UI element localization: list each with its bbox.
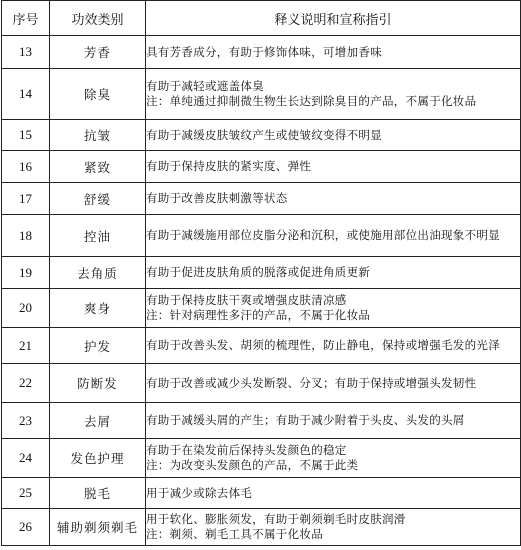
row-number: 16 [2,151,50,183]
description-text: 有助于减缓施用部位皮脂分泌和沉积，或使施用部位出油现象不明显 [146,228,500,242]
row-description [146,36,521,69]
row-description [146,289,521,328]
description-text: 有助于保持皮肤的紧实度、弹性 [146,159,312,173]
row-description [146,183,521,215]
efficacy-claims-table [1,0,521,546]
row-description [146,364,521,403]
description-text: 有助于改善头发、胡须的梳理性，防止静电，保持或增强毛发的光泽 [146,338,500,352]
row-category: 去角质 [50,257,146,289]
row-number: 22 [2,364,50,403]
row-category: 舒缓 [50,183,146,215]
description-text: 有助于改善或减少头发断裂、分叉；有助于保持或增强头发韧性 [146,375,477,390]
description-note: 注：单纯通过抑制微生物生长达到除臭目的产品，不属于化妆品 [146,94,477,108]
row-number: 21 [2,328,50,364]
description-text: 有助于保持皮肤干爽或增强皮肤清凉感 [146,293,347,307]
description-note: 注：为改变头发颜色的产品，不属于此类 [146,458,359,472]
row-category: 抗皱 [50,120,146,151]
description-text: 有助于促进皮肤角质的脱落或促进角质更新 [146,265,371,279]
row-category: 辅助剃须剃毛 [50,509,146,546]
description-text: 有助于减缓头屑的产生；有助于减少附着于头皮、头发的头屑 [146,413,465,427]
row-number: 14 [2,69,50,120]
table-row [2,403,521,439]
table-body [2,36,521,546]
row-category: 护发 [50,328,146,364]
description-text: 有助于在染发前后保持头发颜色的稳定 [146,443,347,457]
row-number: 17 [2,183,50,215]
row-number: 15 [2,120,50,151]
row-description [146,215,521,257]
header-number: 序号 [2,1,50,36]
description-text: 具有芳香成分，有助于修饰体味，可增加香味 [146,44,382,59]
table-row [2,120,521,151]
description-text: 用于软化、膨胀须发，有助于剃须剃毛时皮肤润滑 [146,512,406,526]
row-description [146,509,521,546]
table-row [2,509,521,546]
row-description [146,120,521,151]
table-row [2,439,521,478]
row-category: 防断发 [50,364,146,403]
row-category: 爽身 [50,289,146,328]
row-description [146,69,521,120]
row-category: 除臭 [50,69,146,120]
row-number: 23 [2,403,50,439]
row-number: 19 [2,257,50,289]
row-number: 24 [2,439,50,478]
row-category: 发色护理 [50,439,146,478]
table-row [2,151,521,183]
row-category: 脱毛 [50,478,146,509]
table-row [2,215,521,257]
description-text: 有助于改善皮肤刺激等状态 [146,191,288,205]
row-description [146,328,521,364]
description-note: 注：针对病理性多汗的产品，不属于化妆品 [146,308,371,322]
table-row [2,36,521,69]
row-description [146,439,521,478]
row-description [146,257,521,289]
table-row [2,478,521,509]
row-number: 13 [2,36,50,69]
description-text: 用于减少或除去体毛 [146,485,253,500]
row-category: 控油 [50,215,146,257]
table-row [2,69,521,120]
row-description [146,151,521,183]
description-text: 有助于减轻或遮盖体臭 [146,79,264,93]
header-description: 释义说明和宣称指引 [146,1,521,36]
table-row [2,289,521,328]
table-row [2,183,521,215]
table-row [2,364,521,403]
row-number: 25 [2,478,50,509]
row-description [146,478,521,509]
row-category: 紧致 [50,151,146,183]
description-note: 注：剃须、剃毛工具不属于化妆品 [146,527,323,541]
row-category: 去屑 [50,403,146,439]
row-number: 18 [2,215,50,257]
table-row [2,328,521,364]
table-header-row [2,1,521,36]
header-category: 功效类别 [50,1,146,36]
description-text: 有助于减缓皮肤皱纹产生或使皱纹变得不明显 [146,127,382,142]
table-row [2,257,521,289]
row-description [146,403,521,439]
row-number: 26 [2,509,50,546]
row-category: 芳香 [50,36,146,69]
row-number: 20 [2,289,50,328]
